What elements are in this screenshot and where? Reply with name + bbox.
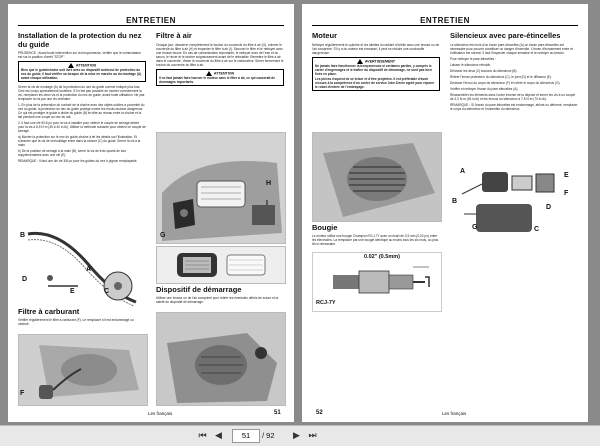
callout-label: E (564, 172, 569, 179)
section-text: Le silencieux est muni d'un écran pare-étincelles (A) un écran pare-étincelles est nécessaire pour pouvoir constituer un danger d'incendie. L'écran d'écrasement entre et l'utilisateur est normal. Il faut l'inspecter chaque semaine et le nettoyer au besoin. (450, 42, 573, 55)
next-page-icon[interactable]: ▶ (293, 430, 300, 440)
callout-label: F (564, 190, 569, 197)
callout-label: I (266, 200, 268, 207)
step-item: Laisser le silencieux refroidir. (450, 62, 491, 67)
air-filter-photo (156, 132, 286, 244)
section-title: Silencieux avec pare-étincelles (450, 31, 561, 40)
warning-triangle-icon (206, 71, 212, 76)
callout-label: A (86, 266, 92, 273)
callout-label: C (534, 226, 540, 233)
step-item: Dévisser l'écrou du corps du silencieux (F) et retirer le corps du silencieux (G). (450, 80, 561, 85)
left-column (18, 32, 146, 165)
page-navigation-toolbar (0, 425, 600, 446)
first-page-icon[interactable]: ⏮ (198, 430, 207, 440)
last-page-icon[interactable]: ⏭ (308, 430, 317, 440)
section-title: Dispositif de démarrage (156, 285, 242, 294)
caution-text: Bien que le guide/chaîne soit livré avec un dispositif antirecul de protection du nez du guide, il faut vérifier sa lorsque de la mise en marche ou du montage (A) avant chaque utilisation. (21, 68, 142, 81)
section-text: REMARQUE : Il faut une clé de 3/8 po pour les guides du nez à pignon remplaçable. (18, 159, 138, 164)
warning-triangle-icon (68, 63, 74, 68)
page-total: / 92 (262, 431, 275, 440)
section-text: Le moteur utilise une bougie Champion RCJ-7Y avec un écart de 0,5 mm (0,02 po) entre les électrodes. La remplacer par une bougie identique au moins tous les six mois, ou plus tôt si nécessaire. (312, 234, 439, 246)
caution-box: ATTENTION Bien que le guide/chaîne soit livré avec un dispositif antirecul de protection du nez du guide, il faut vérifier sa lorsque de la mise en marche ou du montage (A) avant chaque utilisation. (18, 61, 146, 82)
right-column (450, 32, 578, 113)
caution-text: Il ne faut jamais faire tourner le moteur sans le filtre à air, ce qui causerait de dommages importants. (159, 75, 276, 84)
section-text: Utiliser une brosse ou de l'air comprimé pour retirer les éventuels débris de sciure et la saleté du dispositif de démarrage. (156, 296, 279, 304)
section-text: Nettoyer régulièrement le cylindre et les ailettes du radiant d'orielle avec une brosse ou de l'air comprimé. S'il y a du moteur est encrassé, il peut se réduire une surchauffe dangereuse. (312, 42, 440, 55)
callout-label: D (22, 276, 28, 283)
page-number: 51 (274, 410, 281, 416)
callout-label: A (460, 168, 466, 175)
gap-label: 0.02" (0.5mm) (364, 254, 400, 260)
step-item: Vérifier et nettoyer l'écran du pare-étincelles (A). (450, 86, 519, 91)
section-title: Filtre à carburant (18, 307, 80, 316)
callout-label: H (266, 180, 272, 187)
section-text: Chaque jour, desserrer complètement le bouton du couvercle du filtre à air (G), enlever le couvercle du filtre à air (H) et inspecter le filtre à air (I). Secouer le filtre et le nettoyer avec une brosse douce. En cas de contamination importante, le nettoyer avec de l'eau et du savon, le rincer et le sécher soigneusement avant de le réinstaller. Remettre le filtre à air dans le couvercle. Visser le couvercle du filtre à air sur le carburateur. Serrer fermement le bouton du couvercle du filtre à air. (156, 42, 284, 67)
callout-label: F (20, 390, 25, 397)
step-item: Retirer l'écran protecteur du silencieux (C), le joint (D) et le diffuseur (E). (450, 74, 552, 79)
muffler-exploded-illustration (452, 154, 576, 246)
warning-triangle-icon (357, 59, 363, 64)
page-header: ENTRETIEN (18, 16, 284, 26)
warning-text: Les pièces risquent de se briser et d'être projetées. Il est préférable d'avoir recours à la compétence d'un centre de service John Deere agréé pour réparer le robot d'entrée de l'embrayage. (315, 76, 435, 89)
section-text: 1. En plus de la prévention du contact de la chaîne avec des objets solides à proximité du nez du guide, la protection du nez du guide protège contre les reculs brutaux dangereux. Ce qui est protéger le guide à droite du guide (B) en tête au niveau entre la chaîne et la tail pendant une coupe au nez du rail. (18, 103, 145, 120)
step-item: Réassembler les éléments dans l'ordre inverse de la dépose et serrer les vis à un couple de 4,0 N·m (45 in-lb) et les écrous du silencieux à 7,5 N·m (70 in-lb). (450, 92, 576, 101)
callout-label: C (104, 288, 110, 295)
guide-bar-illustration (18, 224, 146, 308)
fuel-filter-photo (18, 334, 148, 406)
footer-language: Les français (442, 411, 467, 416)
remark-text: REMARQUE : Si l'écran du pare-étincelles est endommagé, abîmé ou déformé, remplacer le corps du silencieux et l'ensemble du silencieux. (450, 102, 578, 111)
page-header: ENTRETIEN (312, 16, 578, 26)
section-title: Filtre à air (156, 31, 192, 40)
section-text: 2. Il faut une clé 5/16 po pour la vis à installer pour obtenir le couple de serrage désiré pour la vis à 8,5 N·m (35 à 40 in-lb). Utiliser la méthode suivante pour obtenir ce couple de serrage. (18, 121, 146, 134)
prev-page-icon[interactable]: ◀ (215, 430, 222, 440)
caution-box: ATTENTION Il ne faut jamais faire tourner le moteur sans le filtre à air, ce qui causerait de dommages importants. (156, 69, 284, 86)
section-text: a) Monter la protection sur le nez du guide-chaîne à tel les détails sur l'illustration. Et s'assurer que la vis de verrouillage entre dans la rainure (C) du guide. Serrer la vis à la main. (18, 135, 141, 148)
page-number-input[interactable] (232, 429, 260, 443)
page-number: 52 (316, 410, 323, 416)
right-column (156, 32, 284, 89)
air-filter-element-photo (156, 246, 286, 284)
left-column (312, 32, 440, 94)
footer-language: Les français (148, 411, 173, 416)
right-page (302, 4, 588, 422)
warning-box: AVERTISSEMENT Ne jamais faire fonctionner la tronçonneuse si certaines parties, y compris le carter d'engrenages et le boîtier du dispositif de démarrage, ne sont pas bien fixés en place. Les pièces risquent de se briser et d'être projetées. Il est préférable d'avoir recours à la compétence d'un centre de service John Deere agréé pour réparer le robot d'entrée de l'embrayage. (312, 57, 440, 91)
engine-photo (312, 132, 442, 222)
section-title: Moteur (312, 31, 337, 40)
section-text: b) De la position de serrage à la main (B), serrer la vis de trois quarts de tour supplémentaires avec une clé (E). (18, 149, 127, 158)
callout-label: B (452, 198, 458, 205)
section-title: Installation de la protection du nez du guide (18, 31, 142, 49)
callout-label: E (70, 288, 75, 295)
starter-photo (156, 312, 286, 406)
left-page (8, 4, 294, 422)
plug-model-label: RCJ-7Y (316, 300, 336, 306)
callout-label: B (20, 232, 26, 239)
step-item: Dévisser les deux (2) boulons du silencieux (B). (450, 68, 518, 73)
warning-text: Ne jamais faire fonctionner la tronçonneuse si certaines parties, y compris le carter d'engrenages et le boîtier du dispositif de démarrage, ne sont pas bien fixés en place. (315, 63, 432, 76)
section-text: Serrer la vis de montage (A) de la protection du nez du guide comme indiqué plus bas. Ceci est conçu spécialement toutefois. S'il n'est pas possible de monter correctement la vis, remplacer les deux vis et la protection du nez de guide, avant toute utilisation. Ne pas remplacer la vis par une vis ordinaire. (18, 85, 145, 102)
section-text: Pour nettoyer le pare-étincelles : (450, 56, 496, 61)
section-title: Bougie (312, 223, 338, 232)
section-text: Vérifier régulièrement le filtre à carburant (F). Le remplacer s'il est endommagé ou obstrué. (18, 318, 134, 326)
callout-label: G (472, 224, 478, 231)
section-text: PRUDENCE : Avant toute intervention sur la tronçonneuse, vérifier que le commutateur est sur la position d'arrêt "STOP". (18, 51, 142, 59)
callout-label: G (160, 232, 166, 239)
callout-label: D (546, 204, 552, 211)
